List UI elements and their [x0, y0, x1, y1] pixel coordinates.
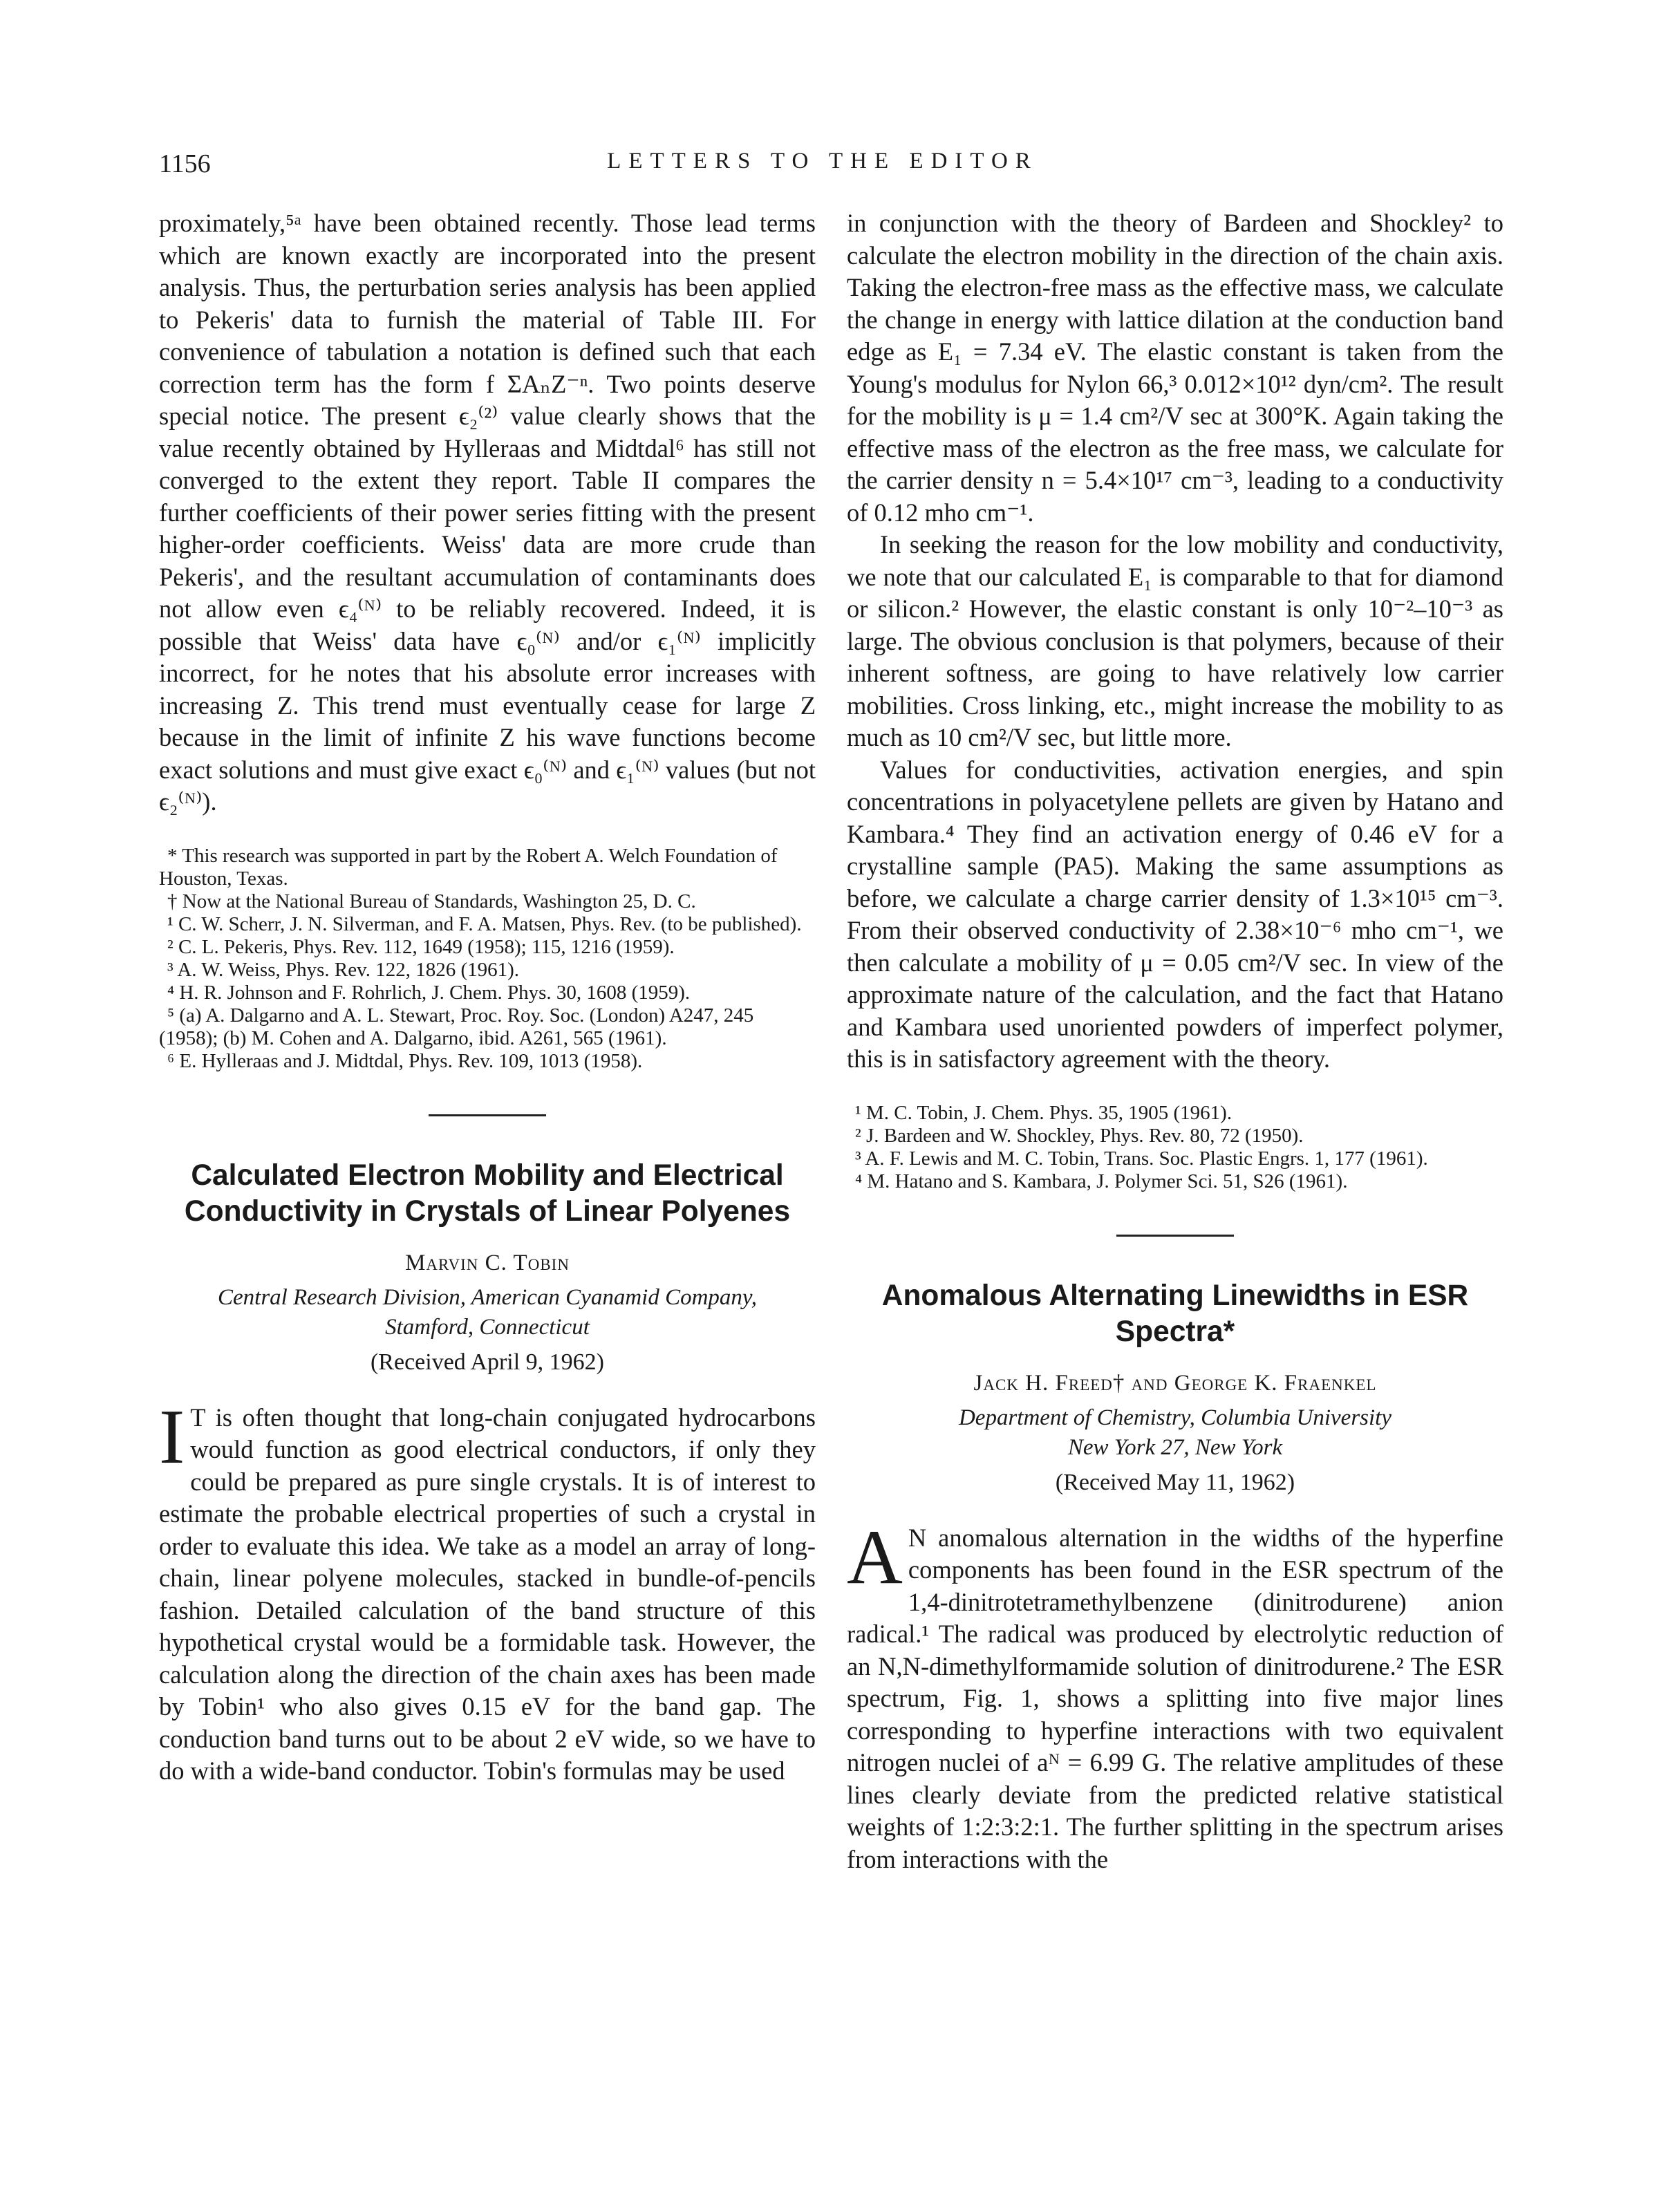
drop-cap: I: [159, 1394, 185, 1480]
footnote: ² C. L. Pekeris, Phys. Rev. 112, 1649 (1958); 115, 1216 (1959).: [167, 935, 675, 958]
article-author: Marvin C. Tobin: [405, 1250, 570, 1275]
article-title: Calculated Electron Mobility and Electrical Conductivity in Crystals of Linear Polyenes: [184, 1159, 791, 1228]
article-affiliation: [847, 1403, 1503, 1463]
received-date: (Received April 9, 1962): [370, 1349, 605, 1375]
article-title: Anomalous Alternating Linewidths in ESR Spectra*: [881, 1279, 1469, 1348]
footnote: ⁴ H. R. Johnson and F. Rohrlich, J. Chem. Phys. 30, 1608 (1959).: [167, 981, 691, 1004]
footnote: ⁵ (a) A. Dalgarno and A. L. Stewart, Proc. Roy. Soc. (London) A247, 245 (1958); (b) M. Cohen and A. Dalgarno, ibid. A261, 565 (1961).: [159, 1004, 754, 1049]
article-body-text: N anomalous alternation in the widths of the hyperfine components has been found in the ESR spectrum of the 1,4-dinitrotetramethylbenzene (dinitrodurene) anion radical.¹ The radical was produced by electrolytic reduction of an N,N-dimethylformamide solution of dinitrodurene.² The ESR spectrum, Fig. 1, shows a splitting into five major lines corresponding to hyperfine interactions with two equivalent nitrogen nuclei of aᴺ = 6.99 G. The relative amplitudes of these lines clearly deviate from the predicted relative statistical weights of 1:2:3:2:1. The further splitting in the spectrum arises from interactions with the: [847, 1523, 1503, 1873]
received-date: (Received May 11, 1962): [1055, 1469, 1295, 1495]
page-header: [159, 149, 1486, 190]
right-paragraph-3: Values for conductivities, activation energies, and spin concentrations in polyacetylene pellets are given by Hatano and Kambara.⁴ They find an activation energy of 0.46 eV for a crystalline sample (PA5). Making the same assumptions as before, we calculate a charge carrier density of 1.3×10¹⁵ cm⁻³. From their observed conductivity of 2.38×10⁻⁶ mho cm⁻¹, we then calculate a mobility of μ = 0.05 cm²/V sec. In view of the approximate nature of the calculation, and the fact that Hatano and Kambara used unoriented powders of imperfect polymer, this is in satisfactory agreement with the theory.: [847, 755, 1503, 1073]
page-number: 1156: [159, 149, 211, 178]
section-divider: [429, 1114, 546, 1116]
footnote: ³ A. W. Weiss, Phys. Rev. 122, 1826 (1961).: [167, 958, 520, 981]
footnote: ⁶ E. Hylleraas and J. Midtdal, Phys. Rev. 109, 1013 (1958).: [167, 1049, 643, 1072]
footnote: † Now at the National Bureau of Standards, Washington 25, D. C.: [167, 890, 696, 912]
right-paragraph-2: In seeking the reason for the low mobility and conductivity, we note that our calculated E₁ is comparable to that for diamond or silicon.² However, the elastic constant is only 10⁻²–10⁻³ as large. The obvious conclusion is that polymers, because of their inherent softness, are going to have relatively low carrier mobilities. Cross linking, etc., might increase the mobility to as much as 10 cm²/V sec, but little more.: [847, 530, 1503, 751]
footnote: ² J. Bardeen and W. Shockley, Phys. Rev. 80, 72 (1950).: [855, 1124, 1304, 1147]
affiliation-line-2: New York 27, New York: [1067, 1434, 1283, 1460]
section-divider: [1116, 1235, 1234, 1237]
affiliation-line-2: Stamford, Connecticut: [385, 1314, 590, 1340]
footnote: * This research was supported in part by the Robert A. Welch Foundation of Houston, Texas.: [159, 844, 778, 890]
affiliation-line-1: Department of Chemistry, Columbia University: [958, 1405, 1392, 1430]
right-paragraph-1: in conjunction with the theory of Bardeen and Shockley² to calculate the electron mobility in the direction of the chain axis. Taking the electron-free mass as the effective mass, we calculate the change in energy with lattice dilation at the conduction band edge as E₁ = 7.34 eV. The elastic constant is taken from the Young's modulus for Nylon 66,³ 0.012×10¹² dyn/cm². The result for the mobility is μ = 1.4 cm²/V sec at 300°K. Again taking the effective mass of the electron as the free mass, we calculate for the carrier density n = 5.4×10¹⁷ cm⁻³, leading to a conductivity of 0.12 mho cm⁻¹.: [847, 209, 1503, 527]
left-footnotes: [159, 845, 816, 1073]
footnote: ¹ M. C. Tobin, J. Chem. Phys. 35, 1905 (1961).: [855, 1101, 1232, 1124]
drop-cap: A: [847, 1514, 903, 1600]
running-head: LETTERS TO THE EDITOR: [607, 149, 1038, 174]
footnote: ¹ C. W. Scherr, J. N. Silverman, and F. A. Matsen, Phys. Rev. (to be published).: [167, 912, 802, 935]
article-body-paragraph: [847, 1514, 1503, 1876]
affiliation-line-1: Central Research Division, American Cyanamid Company,: [218, 1284, 757, 1310]
article-body-paragraph: [159, 1394, 816, 1788]
left-paragraph-1: proximately,⁵ᵃ have been obtained recently. Those lead terms which are known exactly are incorporated into the present analysis. Thus, the perturbation series analysis has been applied to Pekeris' data to furnish the material of Table III. For convenience of tabulation a notation is defined such that each correction term has the form f ΣAₙZ⁻ⁿ. Two points deserve special notice. The present ϵ₂⁽²⁾ value clearly shows that the value recently obtained by Hylleraas and Midtdal⁶ has still not converged to the extent they report. Table II compares the further coefficients of their power series fitting with the present higher-order coefficients. Weiss' data are more crude than Pekeris', and the resultant accumulation of contaminants does not allow even ϵ₄⁽ᴺ⁾ to be reliably recovered. Indeed, it is possible that Weiss' data have ϵ₀⁽ᴺ⁾ and/or ϵ₁⁽ᴺ⁾ implicitly incorrect, for he notes that his absolute error increases with increasing Z. This trend must eventually cease for large Z because in the limit of infinite Z his wave functions become exact solutions and must give exact ϵ₀⁽ᴺ⁾ and ϵ₁⁽ᴺ⁾ values (but not ϵ₂⁽ᴺ⁾).: [159, 209, 816, 816]
footnote: ³ A. F. Lewis and M. C. Tobin, Trans. Soc. Plastic Engrs. 1, 177 (1961).: [855, 1147, 1428, 1170]
right-footnotes: [847, 1102, 1503, 1193]
footnote: ⁴ M. Hatano and S. Kambara, J. Polymer Sci. 51, S26 (1961).: [855, 1170, 1348, 1192]
article-author: Jack H. Freed† and George K. Fraenkel: [973, 1370, 1377, 1396]
article-affiliation: [159, 1283, 816, 1342]
left-column: [159, 207, 816, 1788]
right-column: [847, 207, 1503, 1875]
article-body-text: T is often thought that long-chain conjugated hydrocarbons would function as good electrical conductors, if only they could be prepared as pure single crystals. It is of interest to estimate the probable electrical properties of such a crystal in order to evaluate this idea. We take as a model an array of long-chain, linear polyene molecules, stacked in bundle-of-pencils fashion. Detailed calculation of the band structure of this hypothetical crystal would be a formidable task. However, the calculation along the direction of the chain axes has been made by Tobin¹ who also gives 0.15 eV for the band gap. The conduction band turns out to be about 2 eV wide, so we have to do with a wide-band conductor. Tobin's formulas may be used: [159, 1403, 816, 1785]
